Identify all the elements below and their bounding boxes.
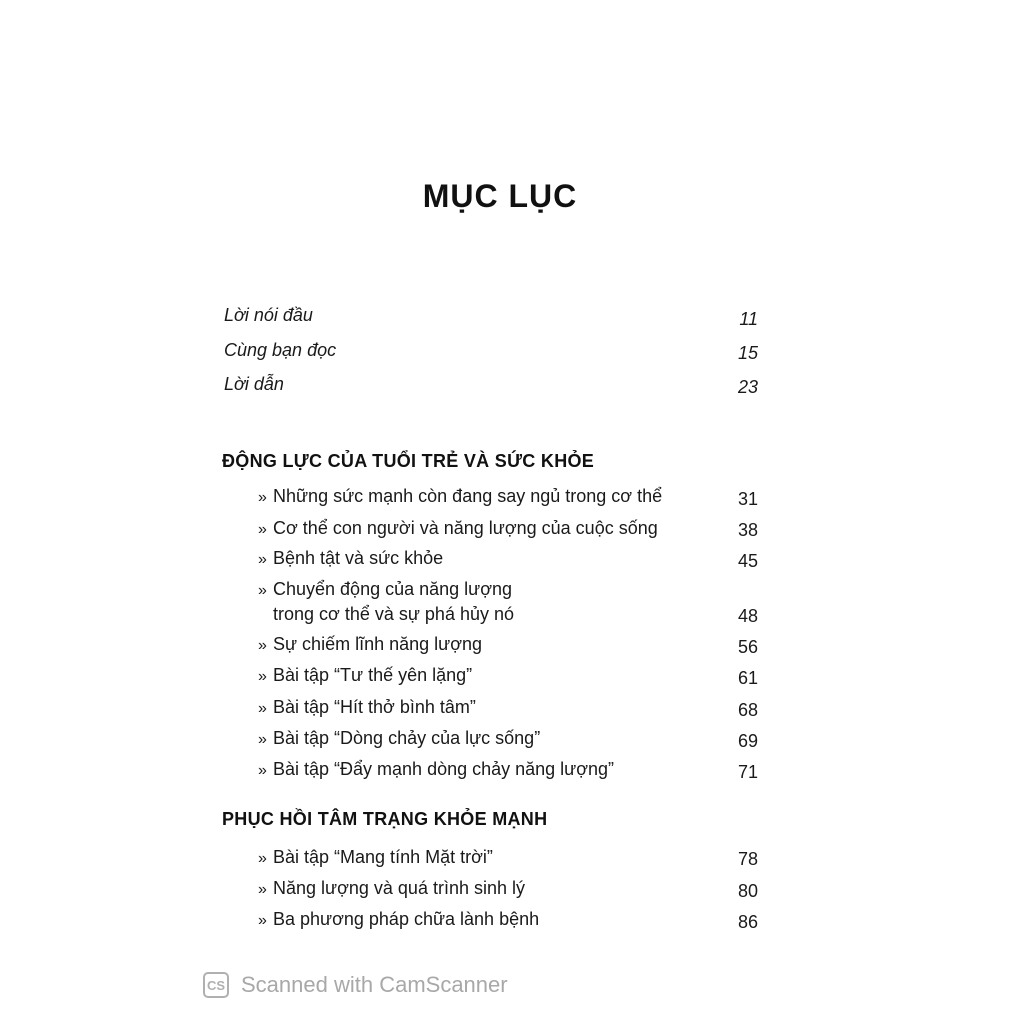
toc-entry [258, 878, 525, 899]
section-heading: ĐỘNG LỰC CỦA TUỔI TRẺ VÀ SỨC KHỎE [222, 451, 595, 471]
bullet-glyph: » [258, 551, 267, 568]
bullet-glyph: » [258, 489, 267, 506]
toc-entry-page: 68 [737, 700, 758, 720]
toc-entry-page: 23 [737, 377, 758, 397]
toc-entry [258, 728, 540, 749]
bullet-glyph: » [258, 521, 267, 538]
toc-entry-page: 69 [737, 731, 758, 751]
toc-entry [258, 909, 539, 930]
scanner-watermark [203, 970, 508, 1000]
toc-entry-label: Sự chiếm lĩnh năng lượng [273, 634, 483, 654]
toc-entry-label: Lời dẫn [224, 374, 284, 394]
toc-entry-label-continued: trong cơ thể và sự phá hủy nó [273, 604, 514, 624]
toc-entry-page: 78 [737, 849, 758, 869]
toc-entry [258, 759, 614, 780]
toc-entry [258, 518, 658, 539]
toc-entry-label: Bài tập “Hít thở bình tâm” [273, 697, 476, 717]
bullet-glyph: » [258, 881, 267, 898]
toc-entry-label: Cùng bạn đọc [224, 340, 337, 360]
toc-entry-page: 15 [737, 343, 758, 363]
toc-entry-label: Bài tập “Đẩy mạnh dòng chảy năng lượng” [273, 759, 615, 779]
section-heading: PHỤC HỒI TÂM TRẠNG KHỎE MẠNH [222, 809, 548, 829]
toc-entry-page: 45 [737, 551, 758, 571]
toc-entry-label: Chuyển động của năng lượng [273, 579, 513, 599]
toc-entry [258, 665, 472, 686]
toc-entry-page: 31 [737, 489, 758, 509]
bullet-glyph: » [258, 731, 267, 748]
bullet-glyph: » [258, 637, 267, 654]
toc-entry-label: Những sức mạnh còn đang say ngủ trong cơ thể [273, 486, 663, 506]
toc-entry-page: 71 [737, 762, 758, 782]
camscanner-icon: CS [203, 972, 229, 998]
toc-entry [258, 634, 482, 655]
toc-entry [258, 847, 493, 868]
toc-entry-label: Ba phương pháp chữa lành bệnh [273, 909, 540, 929]
bullet-glyph: » [258, 582, 267, 599]
toc-entry-page: 56 [737, 637, 758, 657]
toc-entry-label: Lời nói đầu [224, 305, 313, 325]
toc-entry-page: 11 [739, 309, 758, 329]
toc-entry-label: Cơ thể con người và năng lượng của cuộc sống [273, 518, 658, 538]
bullet-glyph: » [258, 912, 267, 929]
bullet-glyph: » [258, 668, 267, 685]
toc-entry [258, 579, 512, 600]
toc-entry-page: 48 [737, 606, 758, 626]
bullet-glyph: » [258, 762, 267, 779]
page-title: MỤC LỤC [422, 178, 578, 214]
toc-entry-page: 61 [737, 668, 758, 688]
bullet-glyph: » [258, 850, 267, 867]
toc-entry-label: Bài tập “Mang tính Mặt trời” [273, 847, 493, 867]
toc-entry-page: 80 [737, 881, 758, 901]
toc-entry [258, 548, 443, 569]
toc-entry [258, 697, 476, 718]
toc-entry [258, 486, 662, 507]
toc-entry-page: 38 [737, 520, 758, 540]
toc-entry-label: Bài tập “Dòng chảy của lực sống” [273, 728, 541, 748]
toc-entry-label: Bài tập “Tư thế yên lặng” [273, 665, 473, 685]
toc-entry-label: Năng lượng và quá trình sinh lý [273, 878, 525, 898]
toc-entry-page: 86 [737, 912, 758, 932]
bullet-glyph: » [258, 700, 267, 717]
toc-entry-label: Bệnh tật và sức khỏe [273, 548, 444, 568]
watermark-text: Scanned with CamScanner [241, 972, 508, 997]
